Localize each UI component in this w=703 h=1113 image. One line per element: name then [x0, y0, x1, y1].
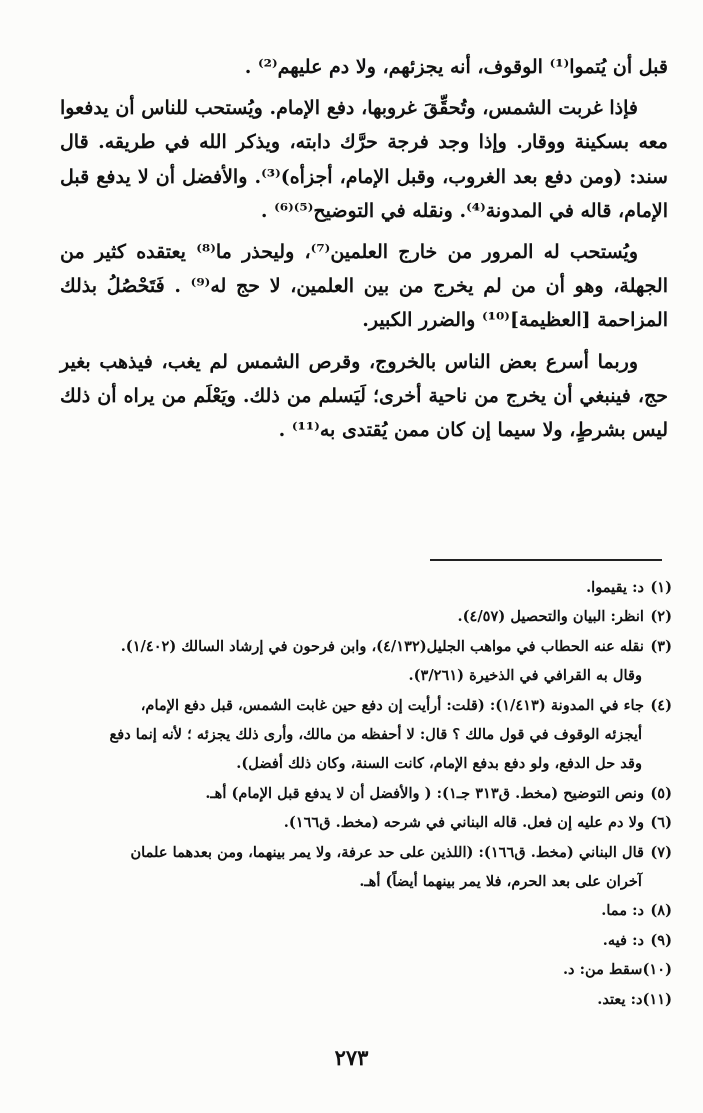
footnote-divider	[430, 559, 662, 561]
paragraph: قبل أن يُتموا⁽¹⁾ الوقوف، أنه يجزئهم، ولا دم عليهم⁽²⁾ .	[244, 56, 668, 78]
footnote-text: ونص التوضيح (مخط. ق٣١٣ جـ١): ( والأفضل أن لا يدفع قبل الإمام) أهـ.	[205, 784, 644, 802]
footnote-text: وقال به القرافي في الذخيرة (٣/٢٦١).	[408, 667, 642, 685]
footnote	[52, 632, 672, 661]
footnote-text: ولا دم عليه إن فعل. قاله البناني في شرحه (مخط. ق١٦٦).	[283, 814, 644, 832]
footnote	[52, 808, 672, 837]
footnote-number: (٨)	[650, 902, 672, 920]
footnote-text: انظر: البيان والتحصيل (٤/٥٧).	[457, 608, 644, 626]
footnote-continuation	[52, 867, 642, 896]
footnote-text: آخران على بعد الحرم، فلا يمر بينهما أيضاً) أهـ.	[359, 873, 642, 891]
footnote-continuation	[52, 749, 642, 778]
main-text	[60, 50, 668, 454]
footnote-number: (٥)	[650, 784, 672, 802]
footnote-number: (٧)	[650, 843, 672, 861]
footnote-text: نقله عنه الحطاب في مواهب الجليل(٤/١٣٢)، وابن فرحون في إرشاد السالك (١/٤٠٢).	[120, 637, 644, 655]
footnote-number: (٣)	[650, 637, 672, 655]
paragraph: ويُستحب له المرور من خارج العلمين⁽⁷⁾، وليحذر ما⁽⁸⁾ يعتقده كثير من الجهلة، وهو أن من لم يخرج من بين العلمين، لا حج له⁽⁹⁾ . فَتَحْصُلُ بذلك المزاحمة [العظيمة]⁽¹⁰⁾ والضرر الكبير.	[60, 241, 668, 332]
footnote-number: (٢)	[650, 608, 672, 626]
paragraph: وربما أسرع بعض الناس بالخروج، وقرص الشمس لم يغب، فيذهب بغير حج، فينبغي أن يخرج من ناحية أخرى؛ لَيَسلم من ذلك. ويَعْلَم من يراه أن ذلك ليس بشرطٍ، ولا سيما إن كان ممن يُقتدى به⁽¹¹⁾ .	[60, 350, 668, 442]
footnote	[52, 779, 672, 808]
footnote-number: (١٠)	[642, 961, 672, 979]
footnote-text: قال البناني (مخط. ق١٦٦): (اللذين على حد عرفة، ولا يمر بينهما، ومن بعدهما علمان	[130, 843, 644, 861]
footnote-text: سقط من: د.	[562, 961, 643, 979]
footnote	[52, 985, 672, 1014]
footnote-continuation	[52, 661, 642, 690]
footnote-text: د: يقيموا.	[586, 579, 644, 596]
footnote-number: (١١)	[642, 990, 672, 1008]
footnote	[52, 838, 672, 867]
footnote-number: (٩)	[650, 931, 672, 949]
footnote-continuation	[52, 720, 642, 749]
footnote-text: أيجزئه الوقوف في قول مالك ؟ قال: لا أحفظه من مالك، وأرى ذلك يجزئه ؛ لأنه إنما دفع	[109, 726, 642, 744]
footnote-text: وقد حل الدفع، ولو دفع بدفع الإمام، كانت السنة، وكان ذلك أفضل).	[236, 755, 642, 773]
page-number: ٢٧٣	[334, 1045, 369, 1070]
footnote-number: (٤)	[650, 696, 672, 714]
footnote-number: (٦)	[650, 814, 672, 832]
footnote-text: د: فيه.	[602, 931, 644, 949]
footnote-text: د: يعتد.	[597, 990, 643, 1008]
footnote	[52, 602, 672, 631]
footnote	[52, 896, 672, 925]
footnote	[52, 573, 672, 602]
footnotes	[52, 573, 672, 1014]
footnote	[52, 691, 672, 720]
footnote	[52, 955, 672, 984]
footnote-text: جاء في المدونة (١/٤١٣): (قلت: أرأيت إن دفع حين غابت الشمس، قبل دفع الإمام،	[140, 696, 644, 714]
paragraph: فإذا غربت الشمس، وتُحقِّقَ غروبها، دفع الإمام. ويُستحب للناس أن يدفعوا معه بسكينة ووقار. وإذا وجد فرجة حرَّك دابته، ويذكر الله في طريقه. قال سند: (ومن دفع بعد الغروب، وقبل الإمام، أجزأه)⁽³⁾. والأفضل أن لا يدفع قبل الإمام، قاله في المدونة⁽⁴⁾. ونقله في التوضيح⁽⁵⁾⁽⁶⁾ .	[60, 97, 668, 222]
footnote	[52, 926, 672, 955]
footnote-text: د: مما.	[601, 902, 644, 920]
footnote-number: (١)	[650, 579, 672, 596]
